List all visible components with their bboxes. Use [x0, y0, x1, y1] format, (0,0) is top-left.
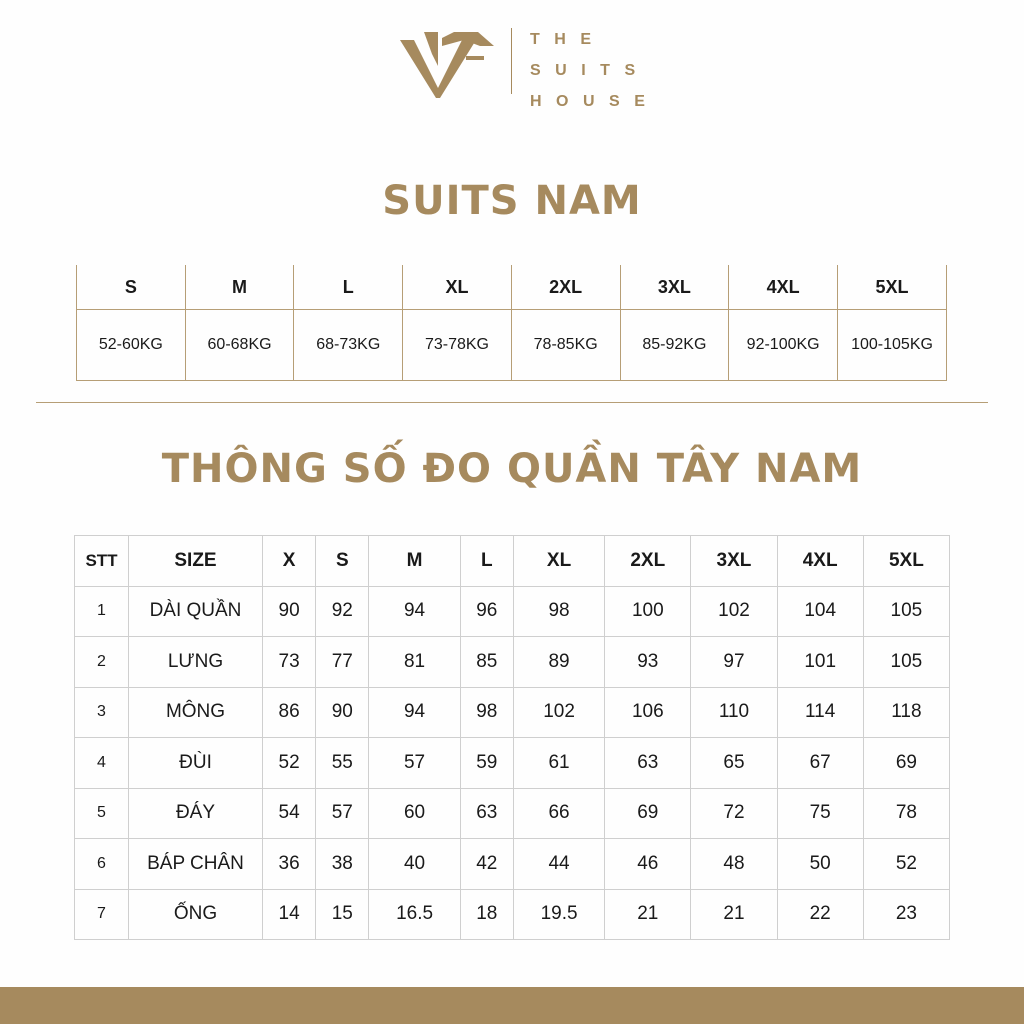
column-header: STT — [75, 536, 129, 587]
measurement-value: 106 — [605, 687, 691, 738]
suit-logo-icon — [398, 26, 498, 100]
column-header: SIZE — [129, 536, 263, 587]
measurement-value: 104 — [777, 586, 863, 637]
size-label: 3XL — [620, 265, 729, 310]
measurement-value: 66 — [513, 788, 604, 839]
measurement-name: MÔNG — [129, 687, 263, 738]
measurement-name: LƯNG — [129, 637, 263, 688]
measurement-value: 94 — [369, 687, 460, 738]
measurement-value: 60 — [369, 788, 460, 839]
brand-logo — [398, 20, 668, 110]
row-number: 4 — [75, 738, 129, 789]
measurement-value: 85 — [460, 637, 513, 688]
row-number: 6 — [75, 839, 129, 890]
measurement-value: 57 — [369, 738, 460, 789]
measurement-value: 86 — [263, 687, 316, 738]
measurement-value: 72 — [691, 788, 777, 839]
measurement-value: 101 — [777, 637, 863, 688]
measurement-value: 55 — [316, 738, 369, 789]
column-header: X — [263, 536, 316, 587]
measurement-value: 69 — [605, 788, 691, 839]
measurement-value: 100 — [605, 586, 691, 637]
row-number: 3 — [75, 687, 129, 738]
pants-title: THÔNG SỐ ĐO QUẦN TÂY NAM — [161, 446, 863, 492]
measurement-value: 44 — [513, 839, 604, 890]
measurement-value: 105 — [863, 637, 949, 688]
column-header: S — [316, 536, 369, 587]
table-row — [75, 637, 950, 688]
measurement-value: 40 — [369, 839, 460, 890]
measurement-value: 105 — [863, 586, 949, 637]
measurement-value: 94 — [369, 586, 460, 637]
measurement-value: 65 — [691, 738, 777, 789]
measurement-value: 90 — [316, 687, 369, 738]
weight-row — [77, 310, 947, 381]
measurement-value: 38 — [316, 839, 369, 890]
measurement-value: 118 — [863, 687, 949, 738]
measurement-value: 81 — [369, 637, 460, 688]
size-label: 4XL — [729, 265, 838, 310]
weight-range: 60-68KG — [185, 310, 294, 381]
measurement-value: 14 — [263, 889, 316, 940]
column-header: M — [369, 536, 460, 587]
measurement-value: 69 — [863, 738, 949, 789]
column-header: 2XL — [605, 536, 691, 587]
row-number: 7 — [75, 889, 129, 940]
measurement-value: 114 — [777, 687, 863, 738]
measurement-value: 98 — [513, 586, 604, 637]
measurement-value: 19.5 — [513, 889, 604, 940]
measurement-value: 16.5 — [369, 889, 460, 940]
measurement-value: 102 — [691, 586, 777, 637]
measurement-value: 67 — [777, 738, 863, 789]
brand-line: SUITS — [530, 62, 650, 79]
measurement-value: 96 — [460, 586, 513, 637]
measurement-value: 92 — [316, 586, 369, 637]
weight-range: 100-105KG — [838, 310, 947, 381]
measurement-value: 52 — [863, 839, 949, 890]
table-row — [75, 586, 950, 637]
measurement-value: 63 — [460, 788, 513, 839]
measurement-value: 42 — [460, 839, 513, 890]
measurement-value: 52 — [263, 738, 316, 789]
measurement-value: 93 — [605, 637, 691, 688]
column-header: L — [460, 536, 513, 587]
row-number: 2 — [75, 637, 129, 688]
measurement-value: 63 — [605, 738, 691, 789]
weight-range: 68-73KG — [294, 310, 403, 381]
column-header: XL — [513, 536, 604, 587]
column-header: 5XL — [863, 536, 949, 587]
table-row — [75, 738, 950, 789]
measurement-value: 36 — [263, 839, 316, 890]
brand-line: HOUSE — [530, 93, 660, 110]
measurement-value: 23 — [863, 889, 949, 940]
brand-line: THE — [530, 31, 606, 48]
measurement-value: 50 — [777, 839, 863, 890]
suits-size-table — [76, 265, 947, 381]
row-number: 5 — [75, 788, 129, 839]
size-label: 5XL — [838, 265, 947, 310]
measurement-value: 21 — [605, 889, 691, 940]
measurement-value: 61 — [513, 738, 604, 789]
measurement-value: 98 — [460, 687, 513, 738]
size-label: L — [294, 265, 403, 310]
measurement-value: 21 — [691, 889, 777, 940]
weight-range: 52-60KG — [77, 310, 186, 381]
size-header-row — [77, 265, 947, 310]
pants-measurement-table — [74, 535, 950, 940]
table-row — [75, 687, 950, 738]
measurement-value: 110 — [691, 687, 777, 738]
measurement-value: 46 — [605, 839, 691, 890]
measurement-value: 59 — [460, 738, 513, 789]
measurement-value: 54 — [263, 788, 316, 839]
row-number: 1 — [75, 586, 129, 637]
weight-range: 92-100KG — [729, 310, 838, 381]
brand-name — [530, 24, 659, 117]
suits-title: SUITS NAM — [382, 178, 642, 224]
measurement-name: ĐÙI — [129, 738, 263, 789]
measurement-name: BÁP CHÂN — [129, 839, 263, 890]
measurement-value: 18 — [460, 889, 513, 940]
column-header: 4XL — [777, 536, 863, 587]
measurement-name: ĐÁY — [129, 788, 263, 839]
footer-bar — [0, 987, 1024, 1024]
measurement-value: 22 — [777, 889, 863, 940]
size-label: M — [185, 265, 294, 310]
measurement-value: 102 — [513, 687, 604, 738]
measurement-value: 78 — [863, 788, 949, 839]
measurement-value: 90 — [263, 586, 316, 637]
column-header: 3XL — [691, 536, 777, 587]
measurement-value: 15 — [316, 889, 369, 940]
table-header-row — [75, 536, 950, 587]
measurement-value: 97 — [691, 637, 777, 688]
weight-range: 78-85KG — [511, 310, 620, 381]
measurement-value: 57 — [316, 788, 369, 839]
measurement-value: 73 — [263, 637, 316, 688]
measurement-name: DÀI QUẦN — [129, 586, 263, 637]
measurement-value: 48 — [691, 839, 777, 890]
table-row — [75, 839, 950, 890]
table-row — [75, 889, 950, 940]
measurement-value: 75 — [777, 788, 863, 839]
weight-range: 85-92KG — [620, 310, 729, 381]
logo-divider — [511, 28, 512, 94]
section-divider — [36, 402, 988, 403]
size-label: 2XL — [511, 265, 620, 310]
measurement-value: 89 — [513, 637, 604, 688]
measurement-name: ỐNG — [129, 889, 263, 940]
weight-range: 73-78KG — [403, 310, 512, 381]
size-label: XL — [403, 265, 512, 310]
measurement-value: 77 — [316, 637, 369, 688]
table-row — [75, 788, 950, 839]
size-label: S — [77, 265, 186, 310]
